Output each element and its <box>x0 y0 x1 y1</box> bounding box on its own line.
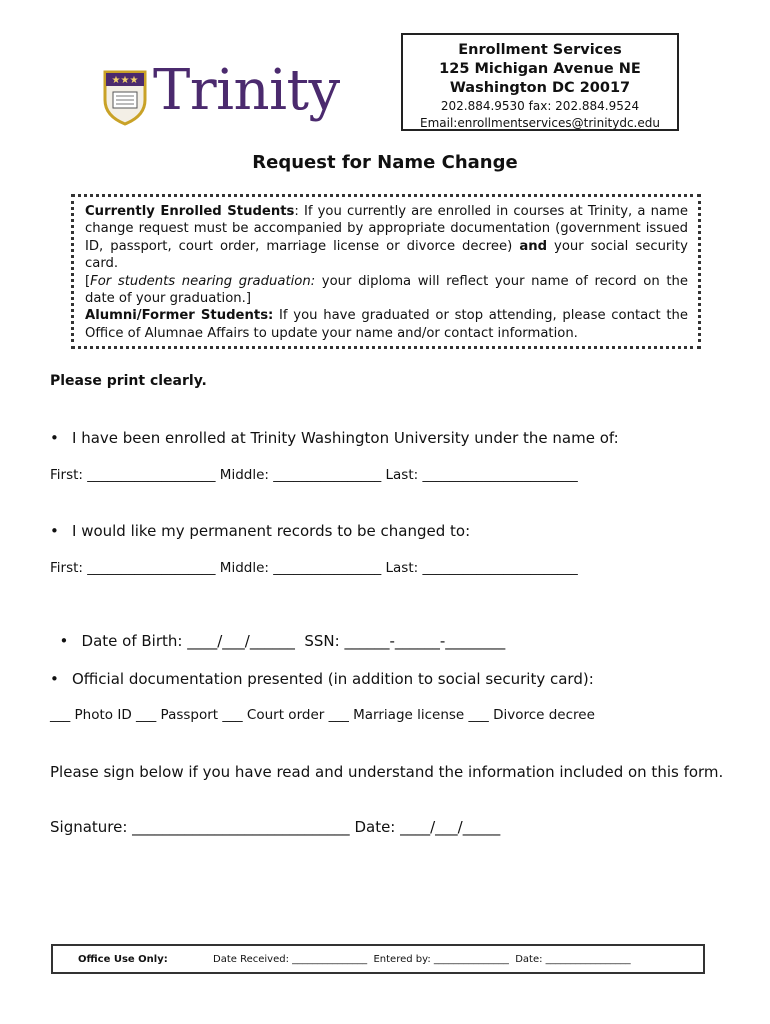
shield-icon <box>103 70 147 126</box>
prior-name-label: I have been enrolled at Trinity Washington University under the name of: <box>72 429 619 447</box>
city-address: Washington DC 20017 <box>449 80 631 96</box>
street-address: 125 Michigan Avenue NE <box>439 61 641 77</box>
page-title: Request for Name Change <box>252 152 518 173</box>
bullet: • <box>50 670 59 688</box>
current-students-end: your social security card. <box>85 238 688 272</box>
office-use-label: Office Use Only: <box>78 954 168 965</box>
dob-ssn-fields[interactable]: Date of Birth: ____/___/______ SSN: ______-______-________ <box>81 632 506 650</box>
contact-box <box>401 33 679 131</box>
dob-ssn-question[interactable] <box>50 614 505 650</box>
new-name-question <box>50 522 470 540</box>
documentation-question <box>50 670 594 688</box>
sign-instruction: Please sign below if you have read and understand the information included on this form. <box>50 763 724 781</box>
current-students-label: Currently Enrolled Students <box>85 204 295 219</box>
office-name: Enrollment Services <box>458 42 622 58</box>
signature-date-line[interactable]: Signature: _____________________________ Date: ____/___/_____ <box>50 818 501 836</box>
office-use-box <box>51 944 705 974</box>
bullet: • <box>50 429 59 447</box>
bullet: • <box>50 522 59 540</box>
prior-name-fields[interactable]: First: ___________________ Middle: ________________ Last: _______________________ <box>50 467 578 483</box>
current-students-text: : If you currently are enrolled in courses at Trinity, a name change request must be accompanied by appropriate documentation (government issued ID, passport, court order, marriage license or divorce decree) <box>85 204 688 254</box>
graduation-label: For students nearing graduation: <box>90 273 316 289</box>
new-name-fields[interactable]: First: ___________________ Middle: ________________ Last: _______________________ <box>50 560 578 576</box>
bullet: • <box>59 632 69 650</box>
email-address: Email:enrollmentservices@trinitydc.edu <box>420 116 660 130</box>
notice-box <box>71 194 701 349</box>
alumni-notice <box>85 307 688 342</box>
alumni-text: If you have graduated or stop attending, please contact the Office of Alumnae Affairs to update your name and/or contact information. <box>85 308 689 341</box>
svg-text:★★★: ★★★ <box>111 75 139 86</box>
new-name-label: I would like my permanent records to be changed to: <box>72 522 471 540</box>
graduation-notice <box>85 273 688 308</box>
office-use-fields: Date Received: _______________ Entered by: _______________ Date: _________________ <box>213 954 631 965</box>
prior-name-question <box>50 429 619 447</box>
current-students-notice <box>85 203 688 273</box>
phone-fax: 202.884.9530 fax: 202.884.9524 <box>440 99 640 113</box>
print-clearly-note: Please print clearly. <box>50 373 207 389</box>
graduation-text: your diploma will reflect your name of record on the date of your graduation.] <box>85 273 688 307</box>
graduation-open-bracket: [ <box>85 273 91 289</box>
documentation-options[interactable]: ___ Photo ID ___ Passport ___ Court order ___ Marriage license ___ Divorce decree <box>50 707 595 723</box>
documentation-label: Official documentation presented (in addition to social security card): <box>72 670 594 688</box>
logo-wordmark: Trinity <box>153 58 340 123</box>
alumni-label: Alumni/Former Students: <box>85 308 274 324</box>
and-word: and <box>519 238 548 254</box>
trinity-logo <box>103 58 340 130</box>
